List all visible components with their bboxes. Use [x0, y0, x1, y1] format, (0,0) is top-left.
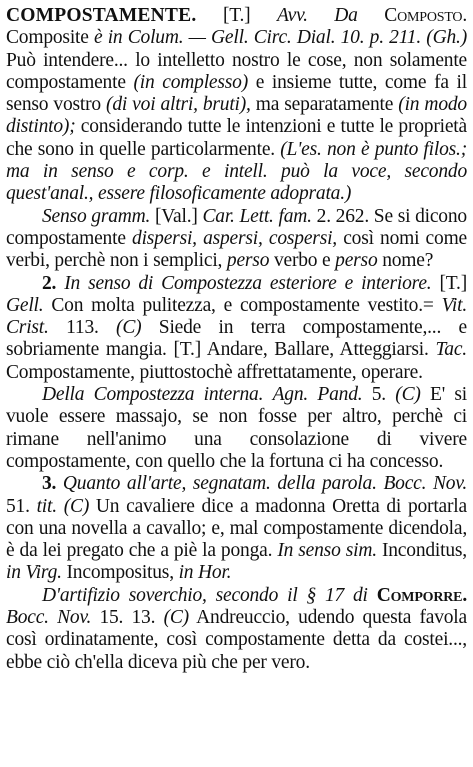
reference-number: 5.: [371, 384, 386, 406]
sense-number: 3.: [42, 473, 57, 495]
quote-text: Andreuccio, udendo questa favola così ordinatamente, così compostamente detta da costei..., ebbe ciò ch'ella diceva più che per vero.: [6, 607, 467, 673]
entry-citation-gh: (Gh.): [426, 27, 467, 49]
latin-word-2: Incompositus,: [66, 562, 174, 584]
sense-tag: [T.]: [439, 272, 467, 294]
entry-tag: [T.]: [222, 5, 251, 26]
quote-text-1: Se si dicono compostamente: [6, 205, 467, 249]
quote-word-perso-1: perso: [226, 250, 270, 272]
sense-tag-2: [T.]: [173, 339, 202, 361]
reference-tit: tit.: [36, 495, 57, 517]
reference: Agn. Pand.: [272, 384, 363, 406]
sense-similar-label: In senso sim.: [277, 540, 377, 562]
entry-text-1j: considerando tutte le intenzioni e tutte le proprietà che sono in quelle particolarmente.: [6, 116, 467, 160]
sense-2: [6, 273, 467, 384]
cross-reference: Comporre.: [376, 584, 467, 606]
reference-number: 51.: [6, 495, 30, 517]
reference-number: 15. 13.: [99, 607, 156, 629]
quote-words: dispersi, aspersi, cospersi,: [132, 227, 337, 249]
latin-word-1: Inconditus,: [381, 540, 467, 562]
entry-gloss-complesso: (in complesso): [133, 71, 249, 93]
sense-title: Quanto all'arte, segnatam. della parola.: [62, 473, 377, 495]
entry-text-1h: ma separatamente: [255, 94, 394, 116]
quote-text-1: Con molta pulitezza, e compostamente vestito.=: [51, 294, 434, 316]
quote-text-3: verbo e: [273, 250, 331, 272]
headword: COMPOSTAMENTE.: [6, 5, 197, 26]
quote-text: E' si vuole essere massajo, se non fosse per altro, perchè ci rimane nell'animo una consolazione di vivere compostamente, con quello che la fortuna ci ha concesso.: [6, 384, 467, 472]
reference-vit-crist: Vit. Crist.: [6, 294, 467, 339]
source-tag: [Val.]: [155, 205, 198, 227]
sense-3-artifice: [6, 585, 467, 674]
quote-text-3: Andare, Ballare, Atteggiarsi.: [206, 339, 429, 361]
sense-label: Senso gramm.: [42, 205, 151, 227]
sense-label: D'artifizio soverchio, secondo il § 17 di: [42, 584, 368, 606]
quote-text-4: nome?: [382, 250, 434, 272]
part-of-speech: Avv. Da: [277, 5, 358, 26]
crusca-mark: (C): [395, 384, 421, 406]
sense-3: [6, 473, 467, 584]
quote-text-2: Siede in terra compostamente,... e sobriamente mangia.: [6, 317, 467, 361]
crusca-mark: (C): [163, 607, 189, 629]
latin-ref-1: in Virg.: [6, 562, 62, 584]
etymology-source: Composto.: [384, 5, 467, 26]
reference: Bocc. Nov.: [383, 473, 468, 495]
entry-gloss-bruti: (di voi altri, bruti),: [106, 94, 251, 116]
quote-text-2: così nomi come verbi, perchè non i semplici,: [6, 227, 467, 272]
entry-gloss-distinto: (in modo distinto);: [6, 94, 467, 138]
sense-title: In senso di Compostezza esteriore e interiore.: [64, 272, 432, 294]
entry-text-1a: Composite: [6, 27, 89, 49]
quote-text-1: Un cavaliere dice a madonna Oretta di portarla con una novella a cavallo; e, mal compostamente dicendola, è da lei pregato che a piè la ponga.: [6, 495, 467, 562]
reference-number: 2. 262.: [316, 205, 369, 227]
quote-word-perso-2: perso: [335, 250, 378, 272]
reference-gell: Gell.: [6, 294, 44, 316]
crusca-mark: (C): [116, 317, 142, 339]
sense-grammatical: [6, 206, 467, 273]
reference-tac: Tac.: [435, 339, 467, 361]
quote-text-4: Compostamente, piuttostochè affrettatamente, operare.: [6, 361, 423, 383]
entry-text-1f: e insieme tutte, come fa il senso vostro: [6, 71, 467, 116]
entry-editor-note: (L'es. non è punto filos.; ma in senso e corp. e intell. può la voce, secondo quest'anal., essere filosoficamente adoprata.): [6, 138, 467, 205]
entry-compostamente: [6, 5, 467, 206]
sense-number: 2.: [42, 272, 57, 294]
entry-text-1d: Può intendere... lo intelletto nostro le cose, non solamente compostamente: [6, 49, 467, 93]
sense-2-internal: [6, 384, 467, 473]
reference: Bocc. Nov.: [6, 607, 92, 629]
reference: Car. Lett. fam.: [202, 205, 312, 227]
reference-number: 113.: [66, 317, 99, 339]
entry-citation-1: è in Colum. — Gell. Circ. Dial. 10. p. 211.: [93, 27, 422, 49]
sense-label: Della Compostezza interna.: [42, 384, 264, 406]
crusca-mark: (C): [63, 495, 90, 517]
latin-ref-2: in Hor.: [178, 562, 232, 584]
